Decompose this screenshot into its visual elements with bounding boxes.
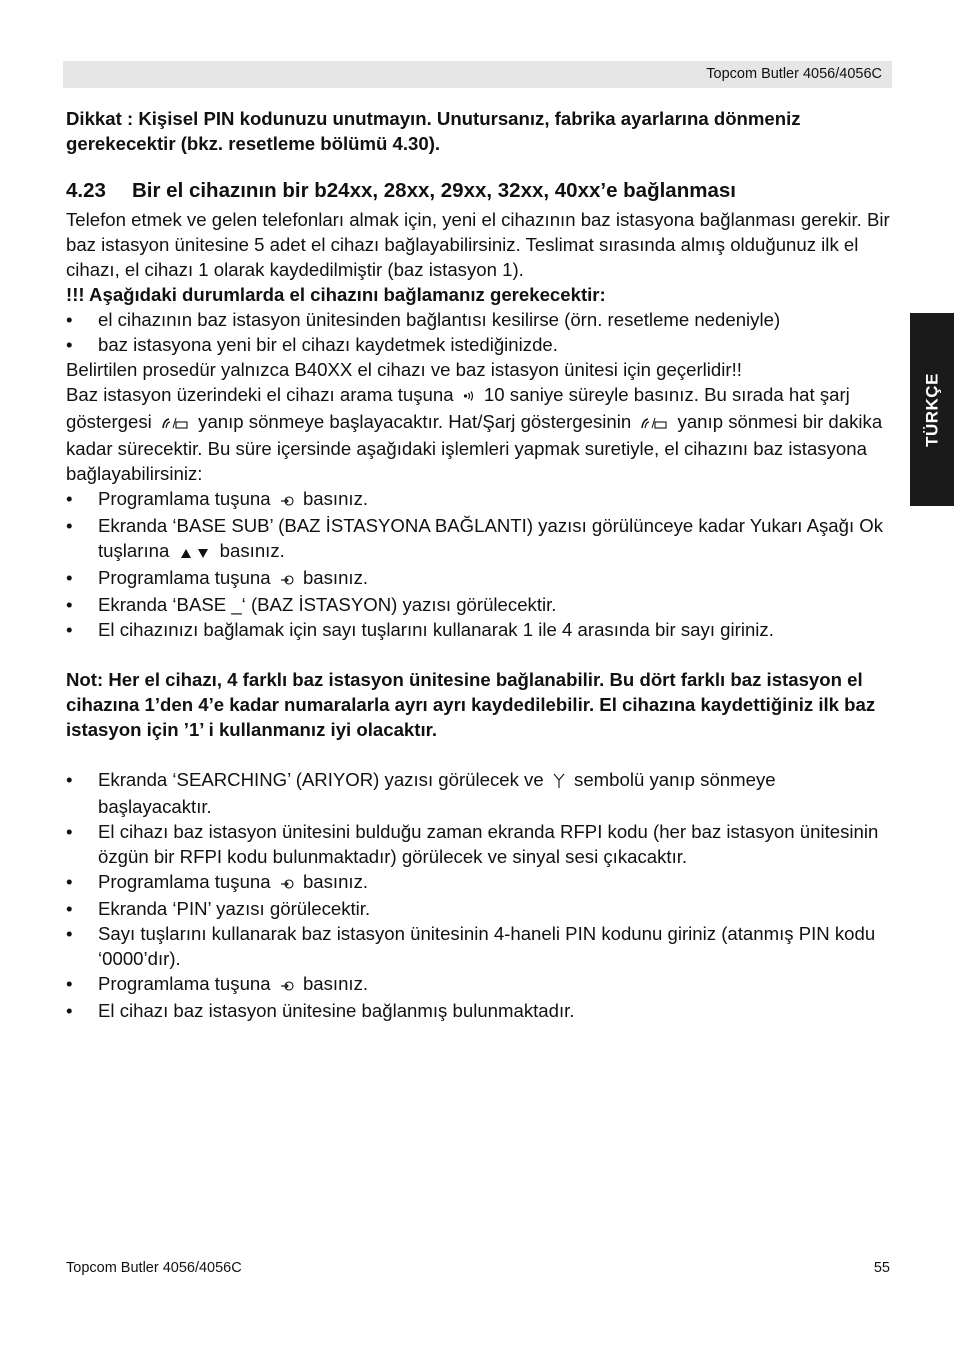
- program-key-icon: [280, 973, 294, 998]
- list-item: • Ekranda ‘SEARCHING’ (ARIYOR) yazısı görülecek ve sembolü yanıp sönmeye başlayacaktır.: [66, 767, 892, 819]
- list-item: • El cihazı baz istasyon ünitesine bağlanmış bulunmaktadır.: [66, 998, 892, 1023]
- list-item: • baz istasyona yeni bir el cihazı kaydetmek istediğinizde.: [66, 332, 892, 357]
- page-content: [66, 106, 892, 1023]
- line-charge-icon: [640, 411, 668, 436]
- list-item: • Ekranda ‘BASE _‘ (BAZ İSTASYON) yazısı görülecektir.: [66, 592, 892, 617]
- section-number: 4.23: [66, 179, 106, 202]
- procedure-text: yanıp sönmeye başlayacaktır. Hat/Şarj göstergesinin: [198, 411, 632, 432]
- paging-key-icon: [463, 384, 475, 409]
- up-down-arrow-icon: [179, 540, 211, 565]
- section-heading: [66, 178, 892, 204]
- list-item: • Programlama tuşuna basınız.: [66, 565, 892, 592]
- list-item: • El cihazınızı bağlamak için sayı tuşlarını kullanarak 1 ile 4 arasında bir sayı giriniz.: [66, 617, 892, 642]
- list-item: • Sayı tuşlarını kullanarak baz istasyon ünitesinin 4-haneli PIN kodunu giriniz (atanmış PIN kodu ‘0000’dır).: [66, 921, 892, 971]
- steps-list-1: [66, 486, 892, 642]
- base-note: Not: Her el cihazı, 4 farklı baz istasyon ünitesine bağlanabilir. Bu dört farklı baz istasyon el cihazına 1’den 4’e kadar numaralarla ayrı ayrı kaydedilebilir. El cihazına kaydettiğiniz ilk baz istasyon için ’1’ i kullanmanız iyi olacaktır.: [66, 669, 876, 740]
- list-item: • El cihazı baz istasyon ünitesini bulduğu zaman ekranda RFPI kodu (her baz istasyon ünitesinin özgün bir RFPI kodu bulunmaktadır) görülecek ve sinyal sesi çıkacaktır.: [66, 819, 892, 869]
- list-item: • Programlama tuşuna basınız.: [66, 486, 892, 513]
- line-charge-icon: [161, 411, 189, 436]
- list-item: • Programlama tuşuna basınız.: [66, 869, 892, 896]
- language-tab: [910, 313, 954, 506]
- page-header: [63, 61, 892, 88]
- footer-product-name: Topcom Butler 4056/4056C: [66, 1260, 242, 1276]
- procedure-text: 10 saniye süreyle basınız. Bu sırada hat şarj göstergesi: [66, 384, 850, 432]
- intro-paragraph: Telefon etmek ve gelen telefonları almak için, yeni el cihazının baz istasyona bağlanması gerekir. Bir baz istasyon ünitesine 5 adet el cihazı bağlayabilirsiniz. Teslimat sırasında almış olduğunuz ilk el cihazı, el cihazı 1 olarak kaydedilmiştir (baz istasyon 1).: [66, 209, 890, 280]
- cases-list: [66, 307, 892, 357]
- valid-note: Belirtilen prosedür yalnızca B40XX el cihazı ve baz istasyon ünitesi için geçerlidir!!: [66, 359, 742, 380]
- procedure-text: Baz istasyon üzerindeki el cihazı arama tuşuna: [66, 384, 454, 405]
- antenna-icon: [553, 769, 565, 794]
- steps-list-2: [66, 767, 892, 1023]
- program-key-icon: [280, 871, 294, 896]
- header-product-name: Topcom Butler 4056/4056C: [706, 66, 882, 82]
- must-connect-note: !!! Aşağıdaki durumlarda el cihazını bağlamanız gerekecektir:: [66, 284, 606, 305]
- section-title: Bir el cihazının bir b24xx, 28xx, 29xx, 32xx, 40xx’e bağlanması: [132, 179, 736, 202]
- procedure-text: yanıp sönmesi bir dakika kadar sürecektir. Bu süre içersinde aşağıdaki işlemleri yapmak suretiyle, el cihazını baz istasyona bağlayabilirsiniz:: [66, 411, 883, 484]
- list-item: • Ekranda ‘BASE SUB’ (BAZ İSTASYONA BAĞLANTI) yazısı görülünceye kadar Yukarı Aşağı Ok tuşlarına basınız.: [66, 513, 892, 565]
- language-tab-label: TÜRKÇE: [922, 372, 942, 447]
- program-key-icon: [280, 488, 294, 513]
- page-number: 55: [873, 1260, 890, 1276]
- list-item: • Programlama tuşuna basınız.: [66, 971, 892, 998]
- list-item: • Ekranda ‘PIN’ yazısı görülecektir.: [66, 896, 892, 921]
- program-key-icon: [280, 567, 294, 592]
- procedure-paragraph: [66, 382, 892, 486]
- list-item: • el cihazının baz istasyon ünitesinden bağlantısı kesilirse (örn. resetleme nedeniyle): [66, 307, 892, 332]
- pin-warning: Dikkat : Kişisel PIN kodunuzu unutmayın. Unutursanız, fabrika ayarlarına dönmeniz gerekecektir (bkz. resetleme bölümü 4.30).: [66, 108, 801, 154]
